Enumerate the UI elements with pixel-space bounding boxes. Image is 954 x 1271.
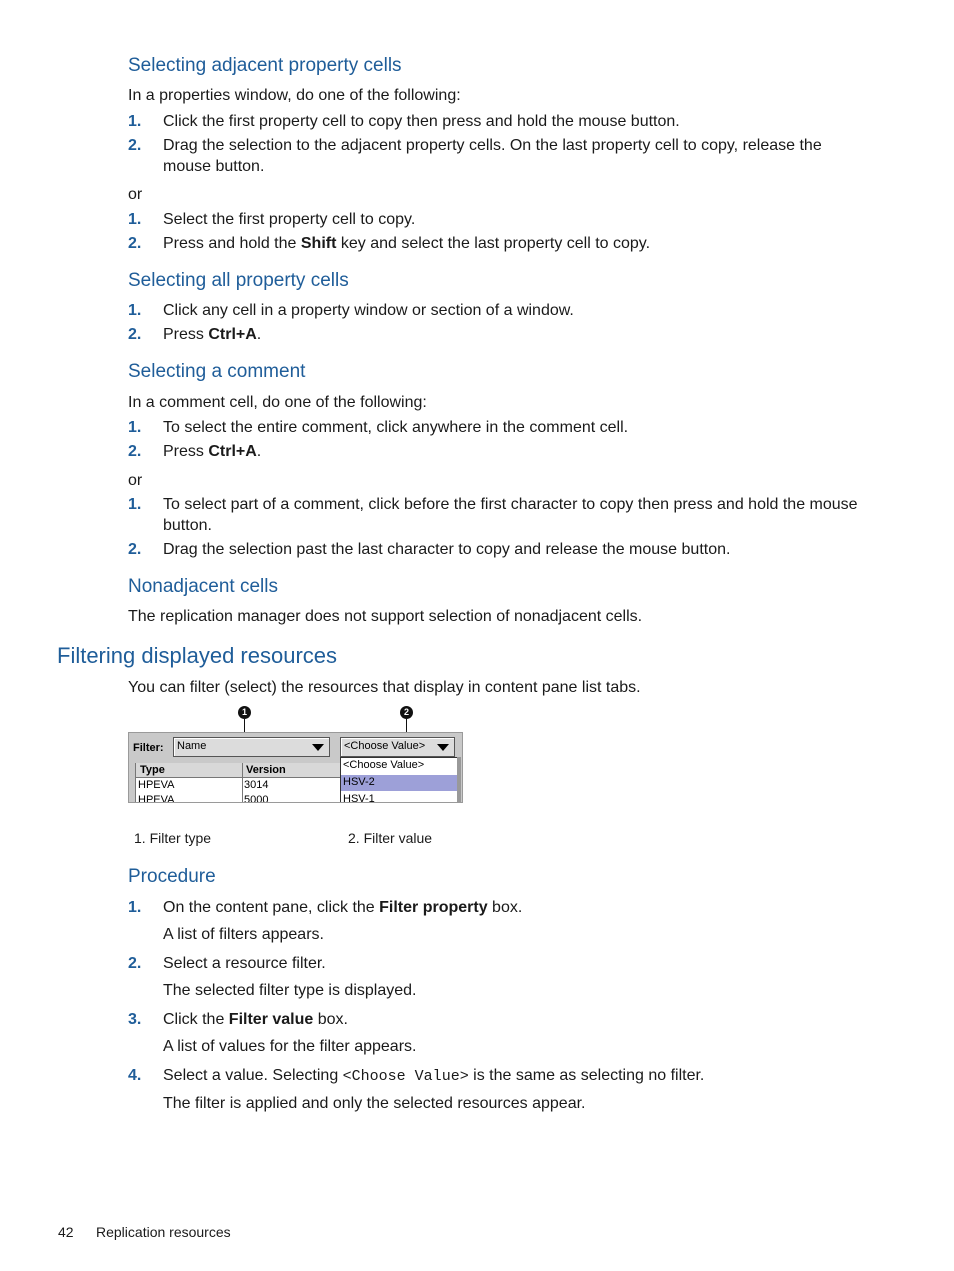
code-literal: <Choose Value> [342, 1068, 469, 1085]
procedure-step: 4. Select a value. Selecting <Choose Value> is the same as selecting no filter. [128, 1067, 705, 1085]
column-header-type[interactable]: Type [140, 764, 165, 776]
filter-label: Filter: [133, 742, 164, 754]
dropdown-arrow-icon [312, 744, 324, 751]
step-result: The selected filter type is displayed. [163, 982, 417, 999]
key-name: Ctrl+A [208, 443, 257, 460]
or-separator: or [128, 186, 143, 203]
figure-caption-1: 1. Filter type [134, 830, 212, 846]
column-header-version[interactable]: Version [246, 764, 286, 776]
table-cell[interactable]: HPEVA [138, 779, 175, 791]
footer-section-title: Replication resources [96, 1224, 231, 1240]
table-cell[interactable]: 5000 [244, 794, 269, 803]
heading-adjacent-cells: Selecting adjacent property cells [128, 55, 402, 76]
list-item: 2. Drag the selection past the last character to copy and release the mouse button. [128, 541, 731, 558]
intro-comment: In a comment cell, do one of the following: [128, 394, 427, 411]
column-divider [242, 763, 243, 803]
list-item: 2. Press and hold the Shift key and select the last property cell to copy. [128, 235, 651, 252]
list-item: 1. Select the first property cell to copy. [128, 211, 416, 228]
list-item: 2. Press Ctrl+A. [128, 326, 262, 343]
filter-value-dropdown [340, 757, 458, 803]
list-item: 1. To select the entire comment, click anywhere in the comment cell. [128, 419, 629, 436]
procedure-step: 1. On the content pane, click the Filter property box. [128, 899, 523, 916]
intro-adjacent: In a properties window, do one of the following: [128, 87, 461, 104]
filter-type-combo[interactable]: Name [173, 737, 330, 757]
list-item: 1. Click the first property cell to copy then press and hold the mouse button. [128, 113, 680, 130]
callout-2-icon: 2 [400, 706, 413, 719]
filter-toolbar-screenshot [128, 732, 463, 803]
heading-filtering: Filtering displayed resources [57, 643, 338, 668]
table-cell[interactable]: 3014 [244, 779, 269, 791]
step-result: A list of values for the filter appears. [163, 1038, 417, 1055]
dropdown-option[interactable]: HSV-1 [343, 793, 375, 803]
heading-nonadjacent: Nonadjacent cells [128, 576, 278, 597]
nonadjacent-text: The replication manager does not support selection of nonadjacent cells. [128, 608, 643, 625]
key-name: Ctrl+A [208, 326, 257, 343]
filtering-intro: You can filter (select) the resources that display in content pane list tabs. [128, 679, 641, 696]
page-number: 42 [58, 1224, 74, 1240]
step-result: A list of filters appears. [163, 926, 324, 943]
callout-1-icon: 1 [238, 706, 251, 719]
procedure-step: 3. Click the Filter value box. [128, 1011, 348, 1028]
figure-caption-2: 2. Filter value [348, 830, 433, 846]
table-cell[interactable]: HPEVA [138, 794, 175, 803]
ui-term: Filter property [379, 899, 488, 916]
list-item: 1. To select part of a comment, click before the first character to copy then press and hold the mouse button. [128, 496, 858, 534]
heading-comment: Selecting a comment [128, 361, 306, 382]
procedure-step: 2. Select a resource filter. [128, 955, 326, 972]
filter-value-combo[interactable]: <Choose Value> [340, 737, 455, 757]
key-name: Shift [300, 235, 337, 252]
or-separator: or [128, 472, 143, 489]
ui-term: Filter value [228, 1011, 314, 1028]
dropdown-option-selected[interactable]: HSV-2 [341, 775, 457, 791]
heading-procedure: Procedure [128, 866, 216, 887]
step-result: The filter is applied and only the selected resources appear. [163, 1095, 586, 1112]
dropdown-scrollbar[interactable] [457, 757, 461, 803]
dropdown-option[interactable]: <Choose Value> [343, 759, 425, 771]
list-item: 1. Click any cell in a property window or section of a window. [128, 302, 574, 319]
list-item: 2. Drag the selection to the adjacent property cells. On the last property cell to copy, release the mouse button. [128, 137, 822, 175]
heading-all-cells: Selecting all property cells [128, 270, 349, 291]
filter-figure [128, 706, 462, 802]
resource-table [135, 763, 348, 803]
list-item: 2. Press Ctrl+A. [128, 443, 262, 460]
dropdown-arrow-icon [437, 744, 449, 751]
